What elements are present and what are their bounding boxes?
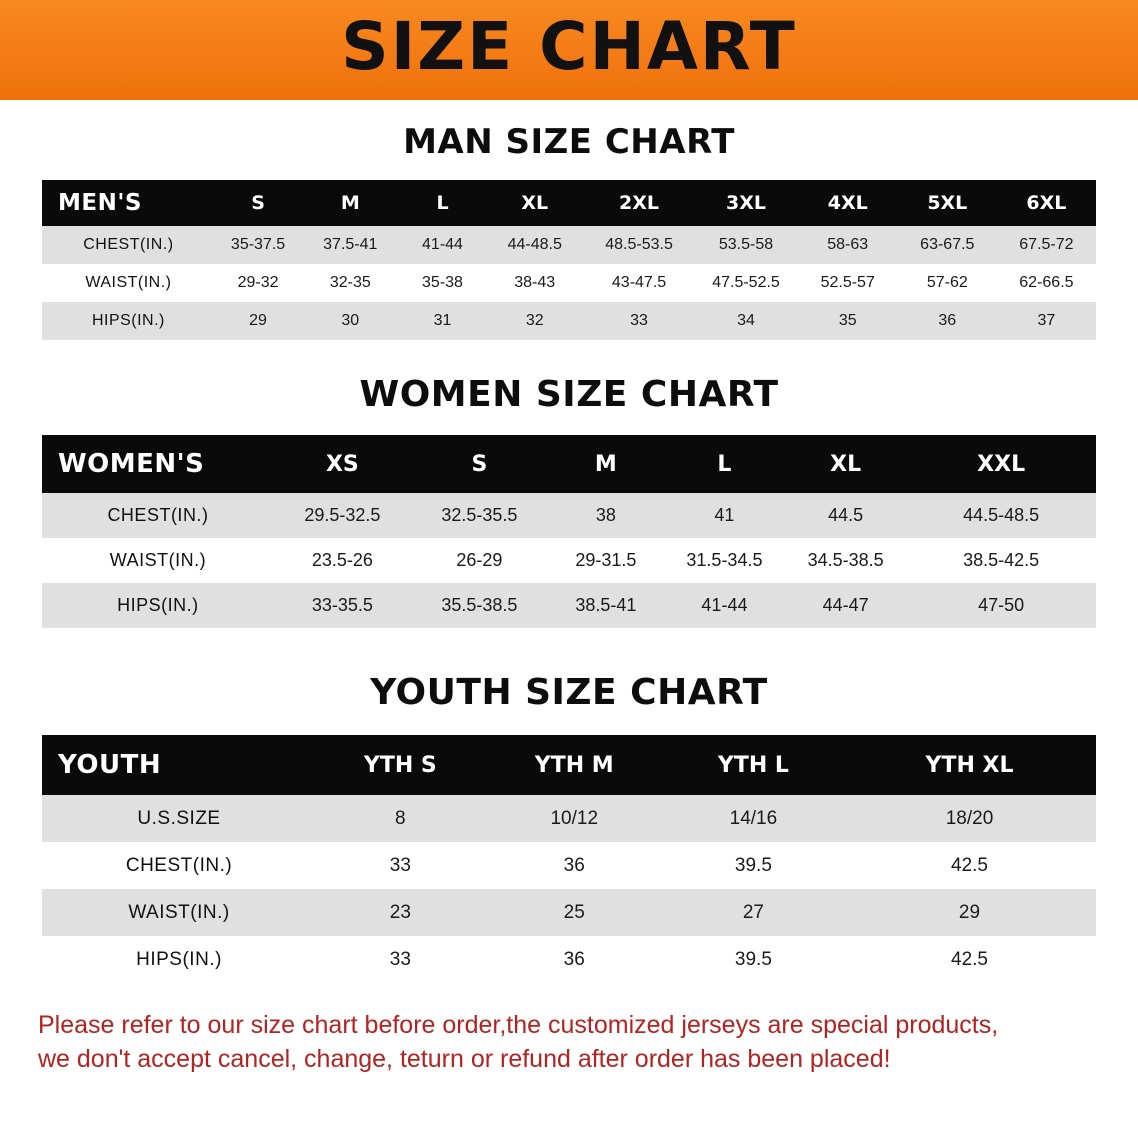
women-cell-0-2: 38 xyxy=(548,493,664,538)
man-cell-2-7: 36 xyxy=(898,302,997,340)
man-header-cell-0: MEN'S xyxy=(42,180,215,226)
youth-table-head xyxy=(42,735,1096,795)
women-row-0-label: CHEST(IN.) xyxy=(42,493,274,538)
youth-cell-2-3: 29 xyxy=(843,889,1096,936)
table-row xyxy=(42,583,1096,628)
man-cell-0-8: 67.5-72 xyxy=(997,226,1096,264)
youth-cell-1-1: 36 xyxy=(485,842,664,889)
man-table-head xyxy=(42,180,1096,226)
man-cell-0-2: 41-44 xyxy=(399,226,485,264)
youth-header-cell-0: YOUTH xyxy=(42,735,316,795)
table-row xyxy=(42,538,1096,583)
youth-cell-3-2: 39.5 xyxy=(664,936,843,983)
man-cell-1-6: 52.5-57 xyxy=(798,264,898,302)
man-cell-0-7: 63-67.5 xyxy=(898,226,997,264)
women-cell-2-3: 41-44 xyxy=(664,583,785,628)
women-cell-1-5: 38.5-42.5 xyxy=(906,538,1096,583)
man-cell-1-2: 35-38 xyxy=(399,264,485,302)
man-cell-2-4: 33 xyxy=(584,302,695,340)
women-cell-2-0: 33-35.5 xyxy=(274,583,411,628)
youth-table-body xyxy=(42,795,1096,983)
man-header-cell-4: XL xyxy=(486,180,584,226)
man-cell-1-4: 43-47.5 xyxy=(584,264,695,302)
youth-section-heading: YOUTH SIZE CHART xyxy=(370,672,768,713)
women-header-cell-2: S xyxy=(411,435,548,493)
man-header-cell-3: L xyxy=(399,180,485,226)
youth-table-wrapper xyxy=(42,735,1096,983)
women-cell-2-5: 47-50 xyxy=(906,583,1096,628)
table-row xyxy=(42,302,1096,340)
man-row-2-label: HIPS(IN.) xyxy=(42,302,215,340)
table-row xyxy=(42,889,1096,936)
youth-cell-3-3: 42.5 xyxy=(843,936,1096,983)
women-header-cell-5: XL xyxy=(785,435,906,493)
youth-cell-3-0: 33 xyxy=(316,936,485,983)
man-section-heading: MAN SIZE CHART xyxy=(403,122,735,162)
youth-header-row xyxy=(42,735,1096,795)
man-table-body xyxy=(42,226,1096,340)
man-cell-1-7: 57-62 xyxy=(898,264,997,302)
man-row-1-label: WAIST(IN.) xyxy=(42,264,215,302)
man-cell-2-5: 34 xyxy=(694,302,797,340)
man-header-cell-7: 4XL xyxy=(798,180,898,226)
youth-header-cell-2: YTH M xyxy=(485,735,664,795)
banner xyxy=(0,0,1138,100)
youth-cell-2-2: 27 xyxy=(664,889,843,936)
women-cell-2-1: 35.5-38.5 xyxy=(411,583,548,628)
man-header-row xyxy=(42,180,1096,226)
women-cell-0-5: 44.5-48.5 xyxy=(906,493,1096,538)
women-row-1-label: WAIST(IN.) xyxy=(42,538,274,583)
youth-cell-0-3: 18/20 xyxy=(843,795,1096,842)
women-cell-1-4: 34.5-38.5 xyxy=(785,538,906,583)
man-header-cell-6: 3XL xyxy=(694,180,797,226)
women-cell-0-4: 44.5 xyxy=(785,493,906,538)
youth-cell-3-1: 36 xyxy=(485,936,664,983)
youth-row-0-label: U.S.SIZE xyxy=(42,795,316,842)
youth-cell-0-2: 14/16 xyxy=(664,795,843,842)
women-header-cell-0: WOMEN'S xyxy=(42,435,274,493)
women-table-wrapper xyxy=(42,435,1096,628)
man-cell-2-1: 30 xyxy=(301,302,399,340)
man-cell-2-2: 31 xyxy=(399,302,485,340)
man-cell-0-6: 58-63 xyxy=(798,226,898,264)
youth-header-cell-1: YTH S xyxy=(316,735,485,795)
man-table-wrapper xyxy=(42,180,1096,340)
man-header-cell-9: 6XL xyxy=(997,180,1096,226)
table-row xyxy=(42,795,1096,842)
women-cell-2-2: 38.5-41 xyxy=(548,583,664,628)
youth-row-2-label: WAIST(IN.) xyxy=(42,889,316,936)
women-header-row xyxy=(42,435,1096,493)
youth-cell-1-3: 42.5 xyxy=(843,842,1096,889)
man-size-table xyxy=(42,180,1096,340)
women-table-head xyxy=(42,435,1096,493)
women-cell-1-3: 31.5-34.5 xyxy=(664,538,785,583)
policy-note-line-2: we don't accept cancel, change, teturn or refund after order has been placed! xyxy=(38,1044,891,1073)
youth-size-table xyxy=(42,735,1096,983)
man-cell-2-8: 37 xyxy=(997,302,1096,340)
man-cell-2-0: 29 xyxy=(215,302,301,340)
man-cell-2-6: 35 xyxy=(798,302,898,340)
man-row-0-label: CHEST(IN.) xyxy=(42,226,215,264)
table-row xyxy=(42,264,1096,302)
youth-cell-1-2: 39.5 xyxy=(664,842,843,889)
youth-header-cell-3: YTH L xyxy=(664,735,843,795)
table-row xyxy=(42,226,1096,264)
women-table-body xyxy=(42,493,1096,628)
man-cell-2-3: 32 xyxy=(486,302,584,340)
banner-title: SIZE CHART xyxy=(341,8,797,85)
table-row xyxy=(42,493,1096,538)
man-header-cell-2: M xyxy=(301,180,399,226)
man-cell-0-5: 53.5-58 xyxy=(694,226,797,264)
women-header-cell-1: XS xyxy=(274,435,411,493)
man-cell-1-1: 32-35 xyxy=(301,264,399,302)
women-header-cell-6: XXL xyxy=(906,435,1096,493)
youth-cell-1-0: 33 xyxy=(316,842,485,889)
youth-cell-0-0: 8 xyxy=(316,795,485,842)
women-header-cell-3: M xyxy=(548,435,664,493)
women-cell-1-1: 26-29 xyxy=(411,538,548,583)
women-cell-1-0: 23.5-26 xyxy=(274,538,411,583)
man-header-cell-1: S xyxy=(215,180,301,226)
youth-row-1-label: CHEST(IN.) xyxy=(42,842,316,889)
women-row-2-label: HIPS(IN.) xyxy=(42,583,274,628)
man-cell-0-1: 37.5-41 xyxy=(301,226,399,264)
women-cell-2-4: 44-47 xyxy=(785,583,906,628)
women-header-cell-4: L xyxy=(664,435,785,493)
man-cell-0-0: 35-37.5 xyxy=(215,226,301,264)
man-cell-0-4: 48.5-53.5 xyxy=(584,226,695,264)
youth-cell-2-1: 25 xyxy=(485,889,664,936)
youth-cell-2-0: 23 xyxy=(316,889,485,936)
man-cell-1-0: 29-32 xyxy=(215,264,301,302)
man-cell-1-8: 62-66.5 xyxy=(997,264,1096,302)
policy-note-line-1: Please refer to our size chart before order,the customized jerseys are special products, xyxy=(38,1011,999,1039)
man-header-cell-8: 5XL xyxy=(898,180,997,226)
women-cell-0-0: 29.5-32.5 xyxy=(274,493,411,538)
women-cell-0-3: 41 xyxy=(664,493,785,538)
women-cell-0-1: 32.5-35.5 xyxy=(411,493,548,538)
man-cell-1-3: 38-43 xyxy=(486,264,584,302)
women-size-table xyxy=(42,435,1096,628)
table-row xyxy=(42,936,1096,983)
policy-note xyxy=(38,1009,1100,1077)
man-cell-0-3: 44-48.5 xyxy=(486,226,584,264)
man-cell-1-5: 47.5-52.5 xyxy=(694,264,797,302)
table-row xyxy=(42,842,1096,889)
man-header-cell-5: 2XL xyxy=(584,180,695,226)
youth-row-3-label: HIPS(IN.) xyxy=(42,936,316,983)
women-cell-1-2: 29-31.5 xyxy=(548,538,664,583)
women-section-heading: WOMEN SIZE CHART xyxy=(359,374,779,415)
youth-cell-0-1: 10/12 xyxy=(485,795,664,842)
youth-header-cell-4: YTH XL xyxy=(843,735,1096,795)
